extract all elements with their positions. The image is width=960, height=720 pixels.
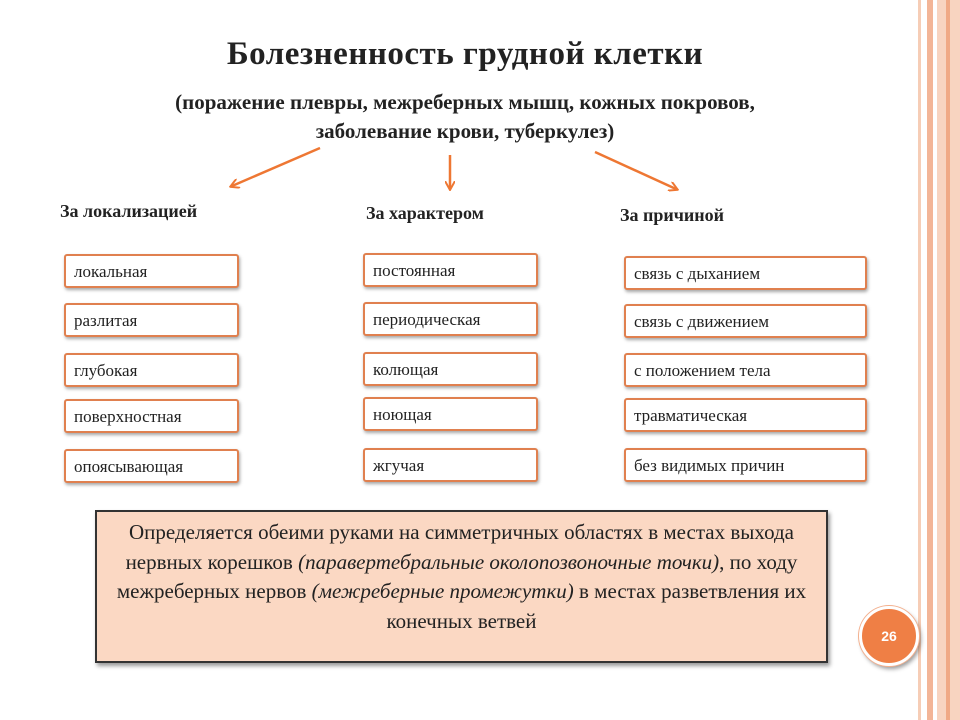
item-box: колющая: [363, 352, 538, 386]
item-box: травматическая: [624, 398, 867, 432]
item-box: жгучая: [363, 448, 538, 482]
column-heading-character: За характером: [366, 203, 484, 223]
note-text: , по ходу межреберных нервов: [116, 549, 798, 603]
note-text: в местах разветвления их конечных ветвей: [386, 579, 807, 633]
column-heading-cause: За причиной: [620, 205, 725, 225]
decor-stripe: [946, 0, 950, 720]
note-text: Определяется обеими руками на симметричных областях в местах выхода нервных корешков: [125, 520, 794, 574]
column-heading-localization: За локализацией: [60, 201, 198, 221]
item-box: с положением тела: [624, 353, 867, 387]
item-box: связь с дыханием: [624, 256, 867, 290]
arrow-left: [232, 148, 320, 186]
item-box: глубокая: [64, 353, 239, 387]
item-box: постоянная: [363, 253, 538, 287]
subtitle-line: заболевание крови, туберкулез): [315, 119, 615, 143]
arrow-right: [595, 152, 676, 189]
page-subtitle: [0, 88, 930, 146]
item-box: связь с движением: [624, 304, 867, 338]
palpation-note: [95, 510, 828, 663]
item-box: без видимых причин: [624, 448, 867, 482]
item-box: разлитая: [64, 303, 239, 337]
item-box: периодическая: [363, 302, 538, 336]
page-number-badge: 26: [859, 606, 919, 666]
subtitle-line: (поражение плевры, межреберных мышц, кожных покровов,: [175, 90, 755, 114]
note-italic: (межреберные промежутки): [311, 579, 574, 603]
item-box: ноющая: [363, 397, 538, 431]
page-title: Болезненность грудной клетки: [226, 36, 704, 72]
item-box: поверхностная: [64, 399, 239, 433]
item-box: локальная: [64, 254, 239, 288]
item-box: опоясывающая: [64, 449, 239, 483]
note-italic: (паравертебральные околопозвоночные точки): [298, 549, 720, 574]
